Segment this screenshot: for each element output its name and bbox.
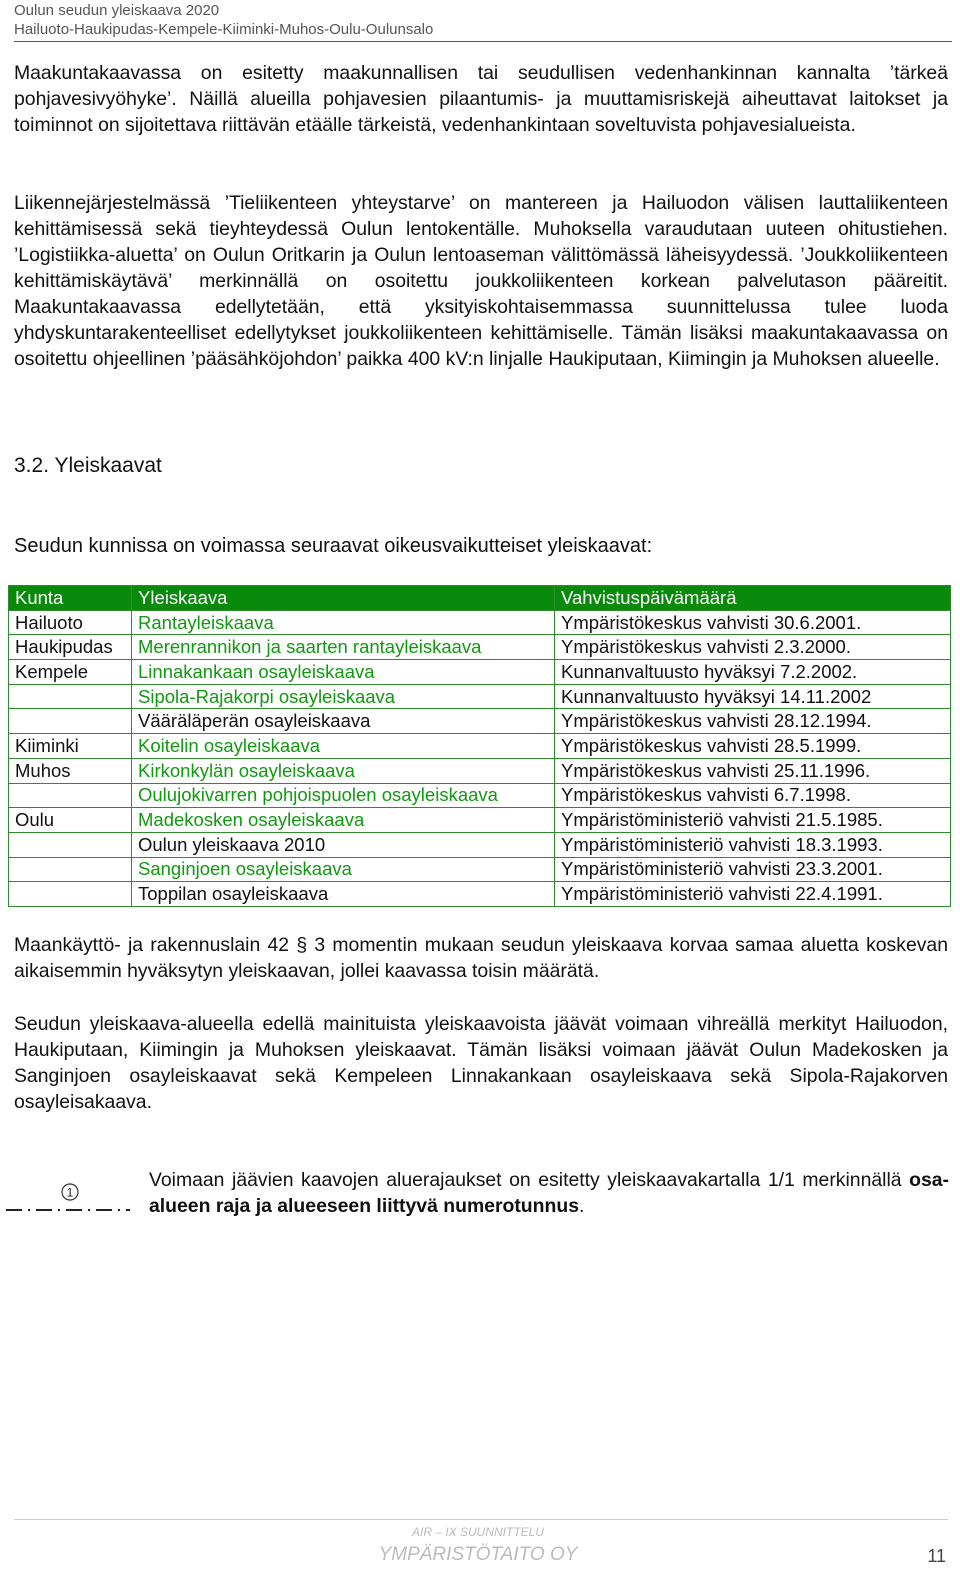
table-row <box>9 857 951 882</box>
cell-yleiskaava: Oulujokivarren pohjoispuolen osayleiskaava <box>132 783 555 808</box>
cell-vahvistus: Ympäristöministeriö vahvisti 21.5.1985. <box>555 808 951 833</box>
column-header-kunta: Kunta <box>9 586 132 611</box>
cell-kunta <box>9 832 132 857</box>
table-row <box>9 882 951 907</box>
cell-kunta: Oulu <box>9 808 132 833</box>
cell-yleiskaava: Sipola-Rajakorpi osayleiskaava <box>132 684 555 709</box>
cell-vahvistus: Ympäristökeskus vahvisti 25.11.1996. <box>555 758 951 783</box>
logo-line-1: AIR – IX SUUNNITTELU <box>411 1525 545 1539</box>
boundary-symbol-icon <box>4 1178 134 1218</box>
legend-text-end: . <box>578 1195 585 1217</box>
table-row <box>9 783 951 808</box>
cell-kunta: Muhos <box>9 758 132 783</box>
cell-yleiskaava: Koitelin osayleiskaava <box>132 734 555 759</box>
cell-vahvistus: Ympäristökeskus vahvisti 30.6.2001. <box>555 610 951 635</box>
cell-yleiskaava: Merenrannikon ja saarten rantayleiskaava <box>132 635 555 660</box>
header-subtitle: Hailuoto-Haukipudas-Kempele-Kiiminki-Muhos-Oulu-Oulunsalo <box>14 21 434 38</box>
legend-text-bold: osa-alueen raja ja alueeseen liittyvä numerotunnus <box>149 1169 949 1217</box>
cell-kunta: Kempele <box>9 660 132 685</box>
cell-vahvistus: Ympäristöministeriö vahvisti 23.3.2001. <box>555 857 951 882</box>
symbol-number: 1 <box>66 1185 74 1200</box>
cell-vahvistus: Ympäristökeskus vahvisti 6.7.1998. <box>555 783 951 808</box>
yleiskaava-table <box>8 585 951 907</box>
cell-yleiskaava: Rantayleiskaava <box>132 610 555 635</box>
cell-kunta <box>9 684 132 709</box>
cell-kunta <box>9 709 132 734</box>
section-heading: 3.2. Yleiskaavat <box>14 454 162 477</box>
cell-vahvistus: Kunnanvaltuusto hyväksyi 7.2.2002. <box>555 660 951 685</box>
cell-vahvistus: Kunnanvaltuusto hyväksyi 14.11.2002 <box>555 684 951 709</box>
legend-description <box>149 1167 949 1219</box>
cell-kunta: Haukipudas <box>9 635 132 660</box>
footer-divider <box>14 1519 948 1520</box>
paragraph-voimaan: Seudun yleiskaava-alueella edellä mainituista yleiskaavoista jäävät voimaan vihreällä merkityt Hailuodon, Haukiputaan, Kiimingin ja Muhoksen yleiskaavat. Tämän lisäksi voimaan jäävät Oulun Madekosken ja Sanginjoen osayleiskaavat sekä Kempeleen Linnakankaan osayleiskaava sekä Sipola-Rajakorven osayleisakaava. <box>14 1013 948 1113</box>
column-header-yleiskaava: Yleiskaava <box>132 586 555 611</box>
table-row <box>9 635 951 660</box>
table-row <box>9 610 951 635</box>
table-row <box>9 660 951 685</box>
cell-vahvistus: Ympäristökeskus vahvisti 2.3.2000. <box>555 635 951 660</box>
cell-yleiskaava: Kirkonkylän osayleiskaava <box>132 758 555 783</box>
cell-vahvistus: Ympäristöministeriö vahvisti 18.3.1993. <box>555 832 951 857</box>
paragraph-pohjavesi: Maakuntakaavassa on esitetty maakunnallisen tai seudullisen vedenhankinnan kannalta ’tärkeä pohjavesivyöhyke’. Näillä alueilla pohjavesien pilaantumis- ja muuttamisriskejä aiheuttavat laitokset ja toiminnot on sijoitettava riittävän etäälle tärkeistä, vedenhankintaan soveltuvista pohjavesialueista. <box>14 62 948 136</box>
table-header-row <box>9 586 951 611</box>
cell-vahvistus: Ympäristökeskus vahvisti 28.5.1999. <box>555 734 951 759</box>
table-row <box>9 808 951 833</box>
table-intro: Seudun kunnissa on voimassa seuraavat oikeusvaikutteiset yleiskaavat: <box>14 535 653 557</box>
page-header <box>14 1 952 42</box>
cell-kunta <box>9 857 132 882</box>
table-row <box>9 684 951 709</box>
paragraph-maankaytto: Maankäyttö- ja rakennuslain 42 § 3 momentin mukaan seudun yleiskaava korvaa samaa aluetta koskevan aikaisemmin hyväksytyn yleiskaavan, jollei kaavassa toisin määrätä. <box>14 934 948 982</box>
cell-vahvistus: Ympäristökeskus vahvisti 28.12.1994. <box>555 709 951 734</box>
paragraph-liikenne: Liikennejärjestelmässä ’Tieliikenteen yhteystarve’ on mantereen ja Hailuodon välisen lauttaliikenteen kehittämisessä sekä tieyhteydessä Oulun lentokentälle. Muhoksella varaudutaan uuteen ohitustiehen. ’Logistiikka-aluetta’ on Oulun Oritkarin ja Oulun lentoaseman välittömässä läheisyydessä. ’Joukkoliikenteen kehittämiskäytävä’ merkinnällä on osoitettu joukkoliikenteen korkean palvelutason pääreitit. Maakuntakaavassa edellytetään, että yksityiskohtaisemmassa suunnittelussa tulee luoda yhdyskuntarakenteelliset edellytykset joukkoliikenteen kehittämiselle. Tämän lisäksi maakuntakaavassa on osoitettu ohjeellinen ’pääsähköjohdon’ paikka 400 kV:n linjalle Haukiputaan, Kiimingin ja Muhoksen alueelle. <box>14 192 948 370</box>
table-row <box>9 734 951 759</box>
table-row <box>9 832 951 857</box>
cell-kunta <box>9 783 132 808</box>
cell-kunta: Kiiminki <box>9 734 132 759</box>
table-body <box>9 610 951 906</box>
column-header-vahvistus: Vahvistuspäivämäärä <box>555 586 951 611</box>
legend-text-start: Voimaan jäävien kaavojen aluerajaukset on esitetty yleiskaavakartalla 1/1 merkinnällä <box>149 1169 910 1191</box>
table-row <box>9 758 951 783</box>
page-number: 11 <box>927 1546 946 1566</box>
cell-kunta <box>9 882 132 907</box>
cell-yleiskaava: Vääräläperän osayleiskaava <box>132 709 555 734</box>
logo-line-2: YMPÄRISTÖTAITO OY <box>378 1544 578 1565</box>
table-row <box>9 709 951 734</box>
cell-yleiskaava: Oulun yleiskaava 2010 <box>132 832 555 857</box>
header-title: Oulun seudun yleiskaava 2020 <box>14 2 220 19</box>
cell-yleiskaava: Madekosken osayleiskaava <box>132 808 555 833</box>
cell-kunta: Hailuoto <box>9 610 132 635</box>
cell-yleiskaava: Linnakankaan osayleiskaava <box>132 660 555 685</box>
company-logo <box>378 1522 578 1566</box>
cell-vahvistus: Ympäristöministeriö vahvisti 22.4.1991. <box>555 882 951 907</box>
cell-yleiskaava: Toppilan osayleiskaava <box>132 882 555 907</box>
cell-yleiskaava: Sanginjoen osayleiskaava <box>132 857 555 882</box>
